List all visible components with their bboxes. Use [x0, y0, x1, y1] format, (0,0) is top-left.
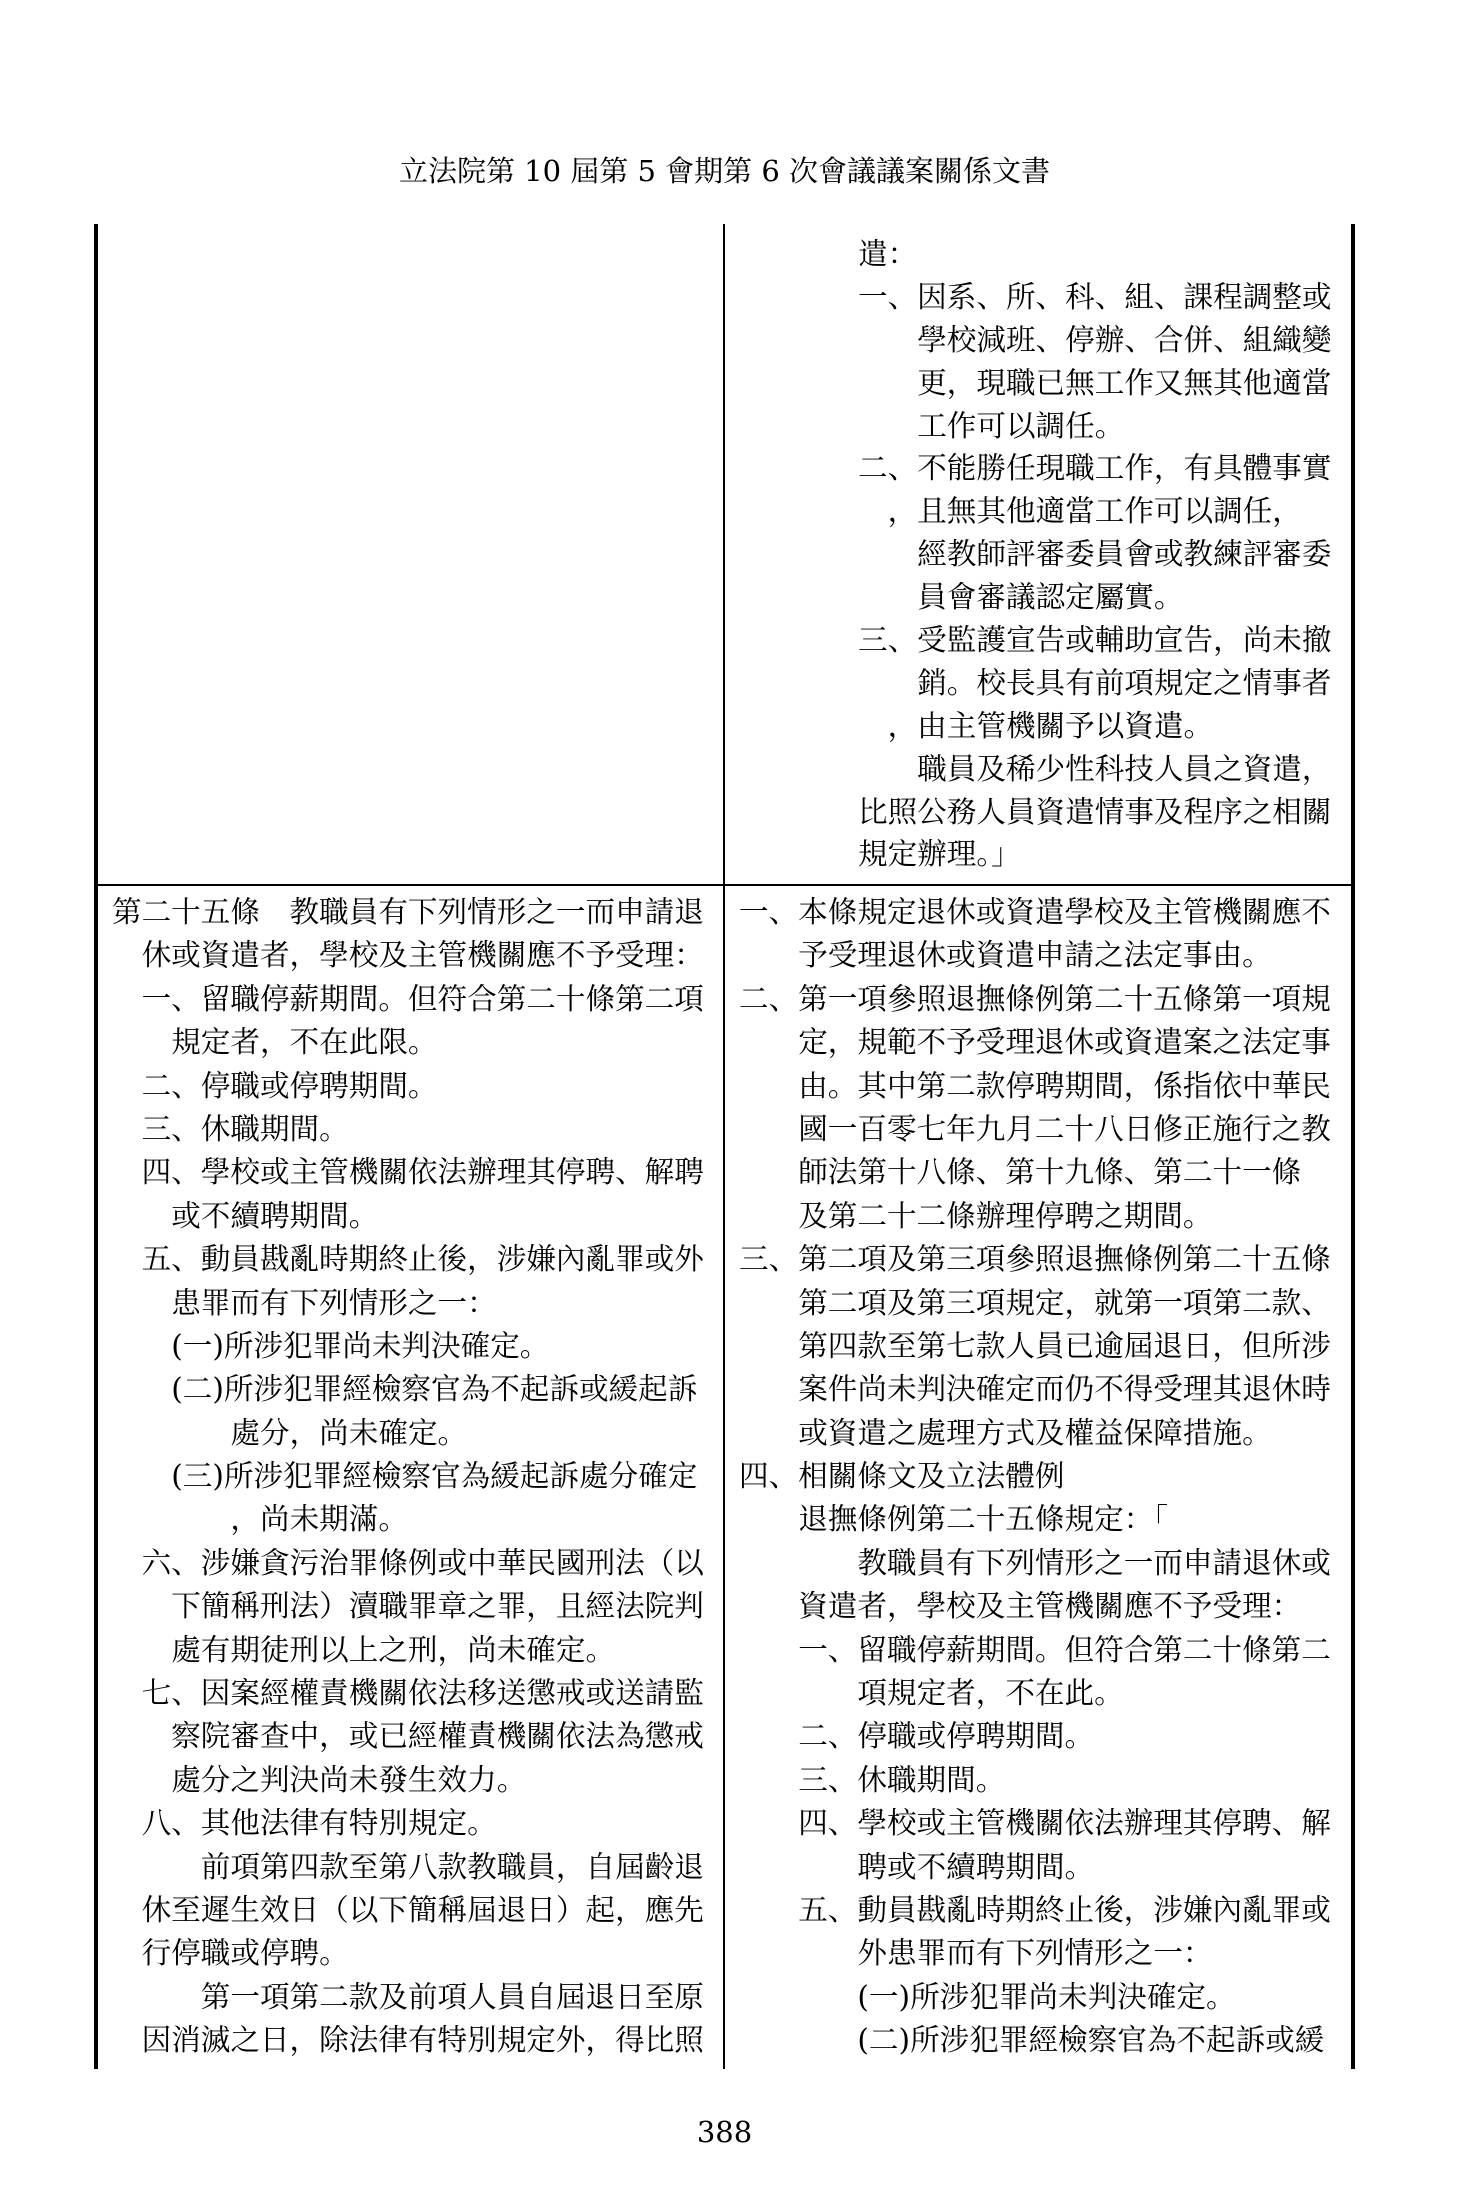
- text-line: 四、學校或主管機關依法辦理其停聘、解: [798, 1806, 1331, 1841]
- text-line: 八、其他法律有特別規定。: [141, 1806, 497, 1841]
- text-line: 六、涉嫌貪污治罪條例或中華民國刑法（以: [141, 1545, 704, 1580]
- text-line: 遣：: [858, 237, 918, 271]
- text-line: 國一百零七年九月二十八日修正施行之教: [798, 1111, 1331, 1146]
- text-line: 學校減班、停辦、合併、組織變: [917, 322, 1332, 357]
- text-line: 下簡稱刑法）瀆職罪章之罪，且經法院判: [171, 1589, 704, 1624]
- text-line: 行停職或停聘。: [141, 1936, 349, 1971]
- text-line: 四、相關條文及立法體例: [739, 1459, 1065, 1494]
- text-line: 員會審議認定屬實。: [917, 580, 1184, 615]
- text-line: ，且無其他適當工作可以調任，: [887, 494, 1302, 529]
- text-line: 因消滅之日，除法律有特別規定外，得比照: [141, 2023, 704, 2058]
- text-line: 二、第一項參照退撫條例第二十五條第一項規: [739, 981, 1331, 1016]
- text-line: 教職員有下列情形之一而申請退休或: [857, 1545, 1331, 1580]
- text-line: ，由主管機關予以資遣。: [887, 708, 1214, 743]
- text-line: 前項第四款至第八款教職員，自屆齡退: [200, 1849, 704, 1884]
- table-cell-bottom-left: [112, 891, 723, 2067]
- text-line: 規定者，不在此限。: [171, 1025, 438, 1060]
- text-line: 休或資遣者，學校及主管機關應不予受理：: [141, 938, 704, 973]
- text-line: 一、因系、所、科、組、課程調整或: [858, 279, 1332, 314]
- page-header-title: 立法院第 10 屆第 5 會期第 6 次會議議案關係文書: [398, 154, 1051, 188]
- text-line: 第四款至第七款人員已逾屆退日，但所涉: [798, 1328, 1331, 1363]
- text-line: ，尚未期滿。: [230, 1502, 408, 1537]
- text-line: 工作可以調任。: [917, 408, 1125, 443]
- text-line: 經教師評審委員會或教練評審委: [917, 537, 1332, 572]
- text-line: 處分之判決尚未發生效力。: [171, 1762, 527, 1797]
- text-line: 更，現職已無工作又無其他適當: [917, 365, 1332, 400]
- text-line: 資遣者，學校及主管機關應不予受理：: [798, 1589, 1302, 1624]
- article-heading-line: 第二十五條 教職員有下列情形之一而申請退: [112, 895, 704, 929]
- text-line: 定，規範不予受理退休或資遣案之法定事: [798, 1025, 1331, 1060]
- text-line: 一、本條規定退休或資遣學校及主管機關應不: [739, 895, 1331, 929]
- text-line: (三)所涉犯罪經檢察官為緩起訴處分確定: [171, 1459, 698, 1494]
- text-line: 及第二十二條辦理停聘之期間。: [798, 1198, 1213, 1233]
- text-line: 外患罪而有下列情形之一：: [857, 1936, 1213, 1971]
- text-line: 聘或不續聘期間。: [857, 1849, 1095, 1884]
- page-number: 388: [696, 2115, 753, 2149]
- text-line: 一、留職停薪期間。但符合第二十條第二項: [141, 981, 704, 1016]
- text-line: 三、受監護宣告或輔助宣告，尚未撤: [858, 623, 1332, 658]
- text-line: 三、休職期間。: [141, 1111, 349, 1146]
- table-cell-bottom-right: [739, 891, 1351, 2067]
- text-line: 師法第十八條、第十九條、第二十一條: [798, 1155, 1302, 1190]
- text-line: 銷。校長具有前項規定之情事者: [917, 665, 1332, 700]
- table-cell-top-left: [98, 224, 723, 884]
- text-line: 處分，尚未確定。: [230, 1415, 468, 1450]
- text-line: 七、因案經權責機關依法移送懲戒或送請監: [141, 1676, 704, 1711]
- text-line: 退撫條例第二十五條規定：「: [798, 1502, 1169, 1537]
- text-line: 患罪而有下列情形之一：: [171, 1285, 497, 1320]
- text-line: 二、不能勝任現職工作，有具體事實: [858, 451, 1332, 486]
- text-line: (二)所涉犯罪經檢察官為不起訴或緩起訴: [171, 1372, 698, 1407]
- text-line: 休至遲生效日（以下簡稱屆退日）起，應先: [141, 1892, 704, 1927]
- text-line: (一)所涉犯罪尚未判決確定。: [171, 1328, 550, 1363]
- text-line: (二)所涉犯罪經檢察官為不起訴或緩: [857, 2023, 1325, 2058]
- table-cell-top-right: [858, 233, 1352, 883]
- text-line: 第二項及第三項規定，就第一項第二款、: [798, 1285, 1331, 1320]
- text-line: 五、動員戡亂時期終止後，涉嫌內亂罪或: [798, 1892, 1331, 1927]
- text-line: (一)所涉犯罪尚未判決確定。: [857, 1979, 1236, 2014]
- table-row-divider: [94, 884, 1355, 886]
- text-line: 三、第二項及第三項參照退撫條例第二十五條: [739, 1242, 1331, 1277]
- text-line: 或不續聘期間。: [171, 1198, 379, 1233]
- text-line: 予受理退休或資遣申請之法定事由。: [798, 938, 1272, 973]
- text-line: 或資遣之處理方式及權益保障措施。: [798, 1415, 1272, 1450]
- text-line: 察院審查中，或已經權責機關依法為懲戒: [171, 1719, 704, 1754]
- text-line: 二、停職或停聘期間。: [798, 1719, 1095, 1754]
- table-border-middle: [723, 224, 725, 2069]
- text-line: 案件尚未判決確定而仍不得受理其退休時: [798, 1372, 1331, 1407]
- text-line: 一、留職停薪期間。但符合第二十條第二: [798, 1632, 1331, 1667]
- text-line: 職員及稀少性科技人員之資遣，: [917, 751, 1332, 786]
- text-line: 二、停職或停聘期間。: [141, 1068, 438, 1103]
- text-line: 比照公務人員資遣情事及程序之相關: [858, 794, 1332, 829]
- text-line: 項規定者，不在此。: [857, 1676, 1124, 1711]
- text-line: 規定辦理。」: [858, 837, 1021, 872]
- text-line: 三、休職期間。: [798, 1762, 1006, 1797]
- text-line: 五、動員戡亂時期終止後，涉嫌內亂罪或外: [141, 1242, 704, 1277]
- text-line: 第一項第二款及前項人員自屆退日至原: [200, 1979, 704, 2014]
- text-line: 處有期徒刑以上之刑，尚未確定。: [171, 1632, 616, 1667]
- text-line: 由。其中第二款停聘期間，係指依中華民: [798, 1068, 1331, 1103]
- text-line: 四、學校或主管機關依法辦理其停聘、解聘: [141, 1155, 704, 1190]
